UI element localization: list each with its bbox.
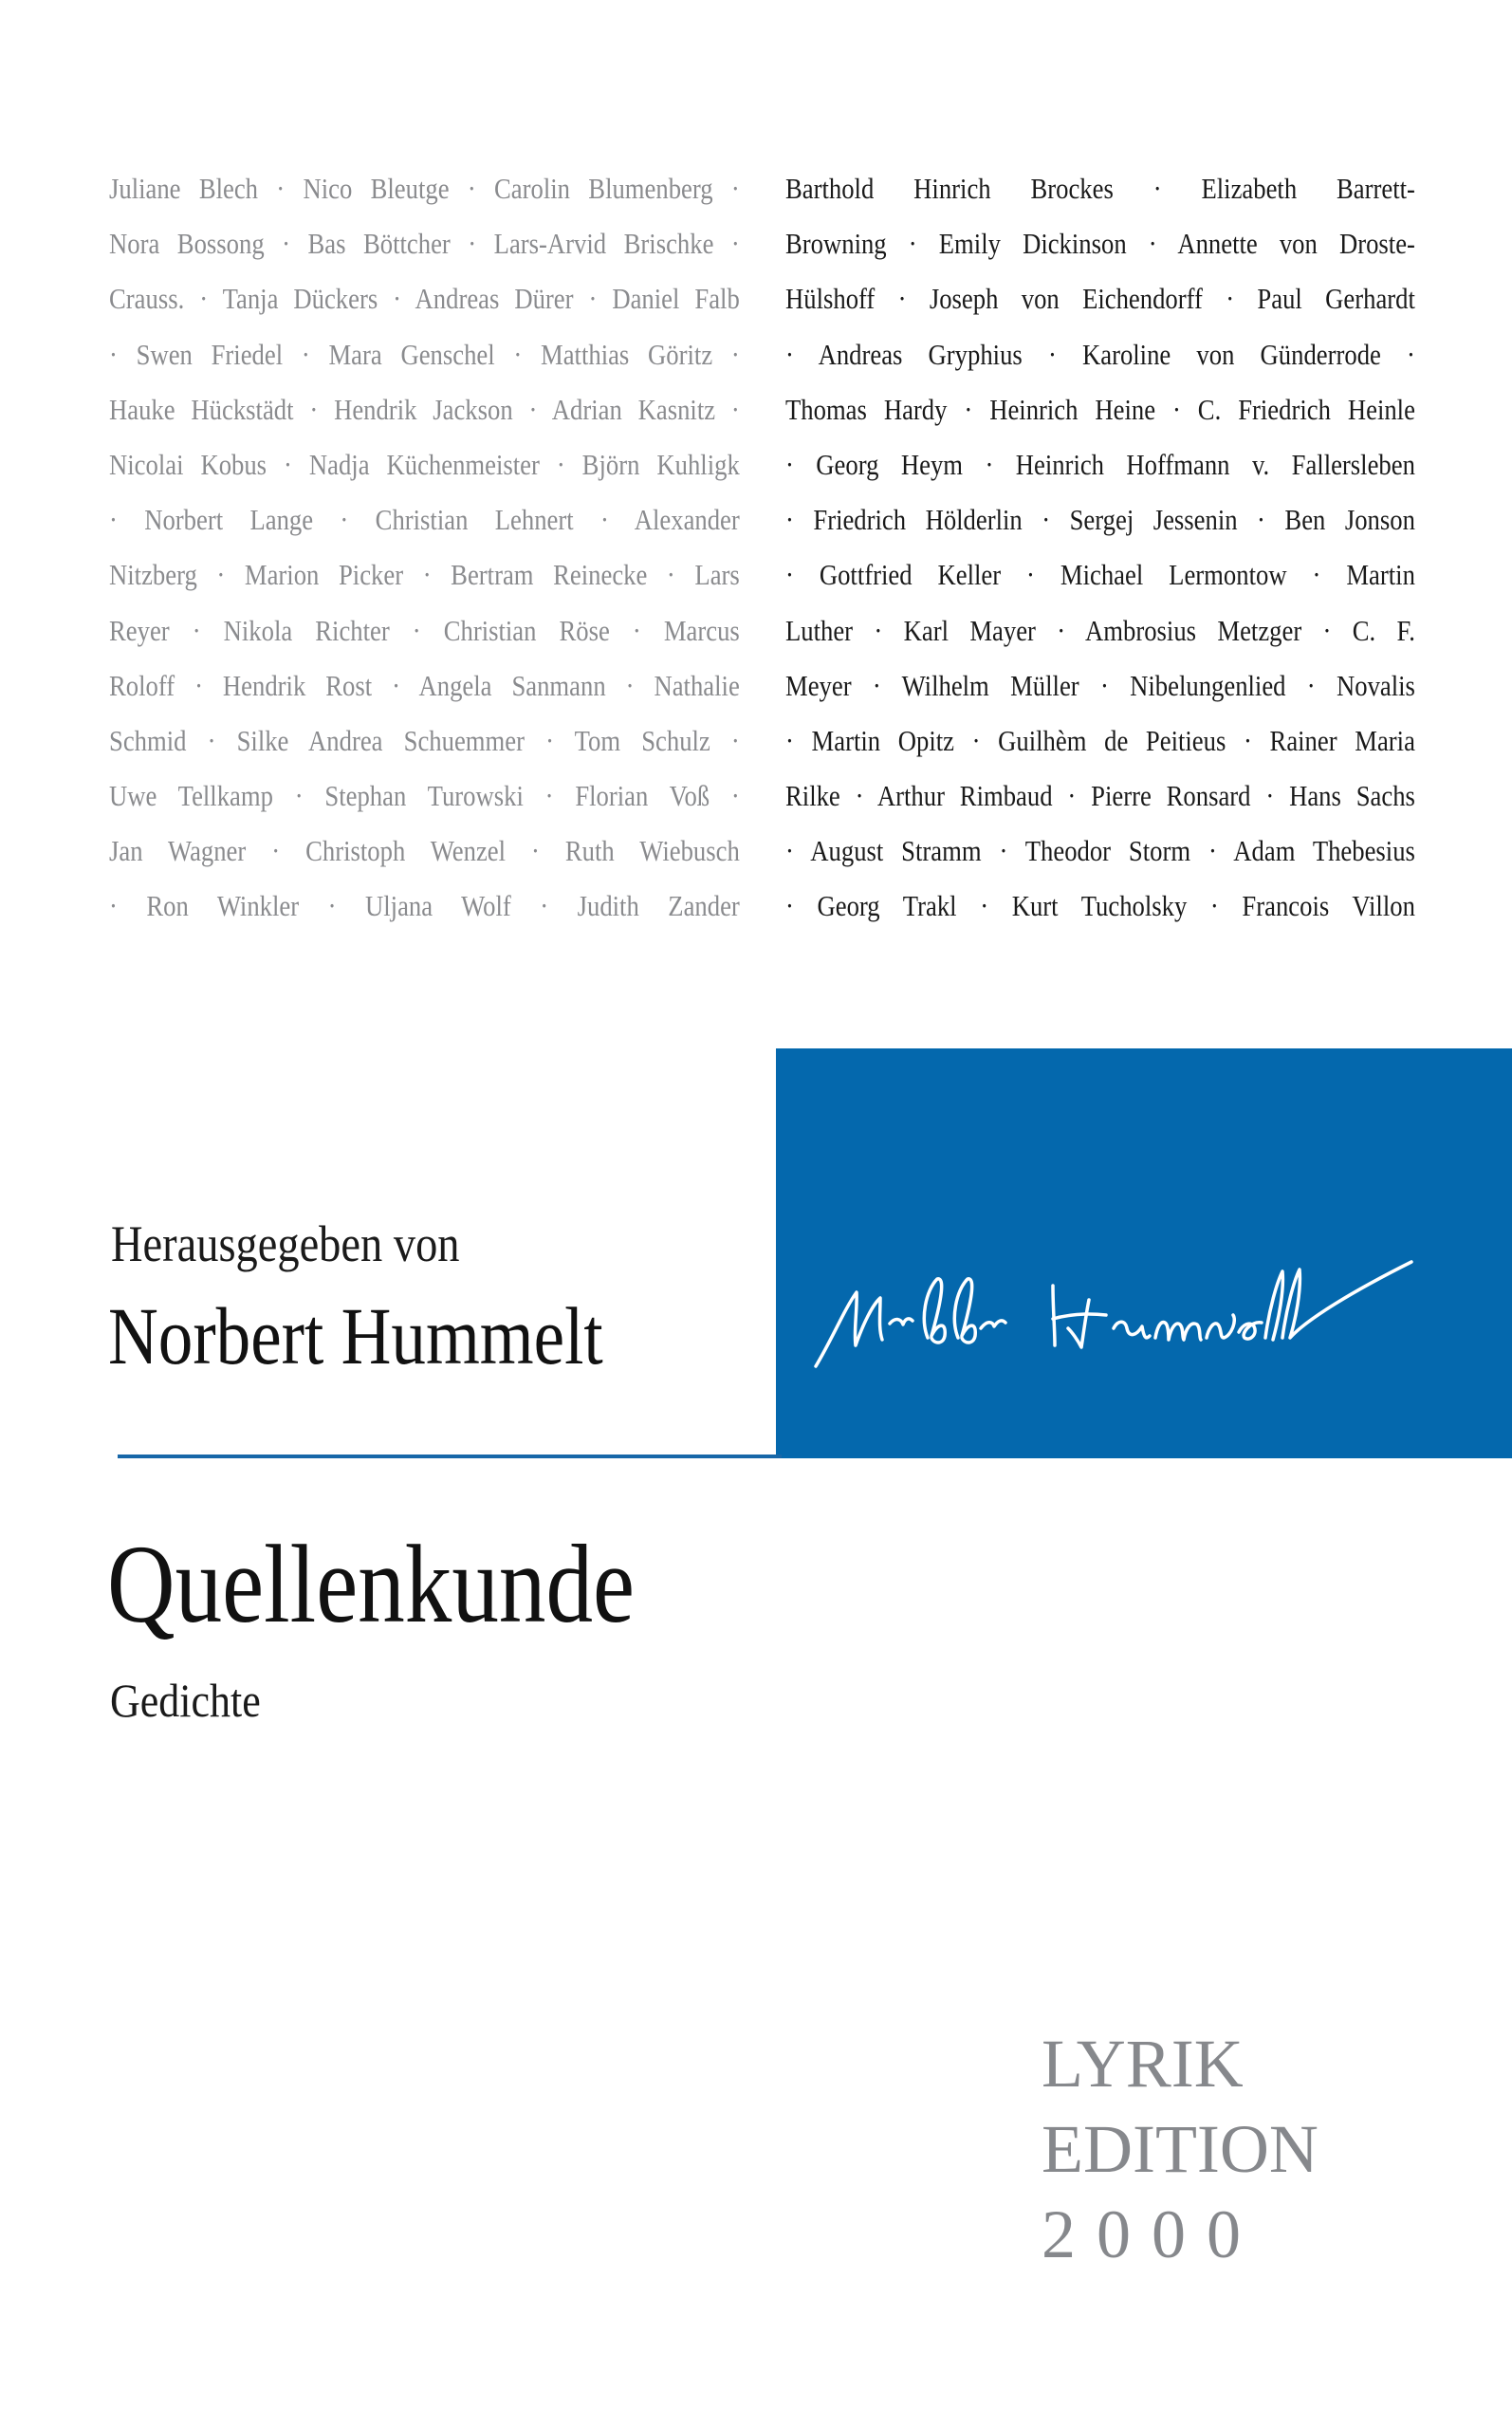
sources-line: Browning · Emily Dickinson · Annette von Droste- — [785, 227, 1415, 261]
series-line-1: LYRIK — [1042, 2026, 1244, 2102]
sources-line: Luther · Karl Mayer · Ambrosius Metzger · C. F. — [785, 613, 1415, 647]
editor-label: Herausgegeben von — [111, 1215, 460, 1272]
contributors-line: Uwe Tellkamp · Stephan Turowski · Florian Voß · — [109, 779, 740, 813]
series-line-2: EDITION — [1042, 2111, 1318, 2187]
sources-line: · Georg Trakl · Kurt Tucholsky · Francois Villon — [785, 889, 1415, 923]
sources-line: Rilke · Arthur Rimbaud · Pierre Ronsard · Hans Sachs — [785, 779, 1415, 813]
signature-panel — [776, 1048, 1512, 1458]
series-line-3: 2000 — [1042, 2196, 1262, 2272]
contributors-line: Roloff · Hendrik Rost · Angela Sanmann · Nathalie — [109, 668, 740, 702]
contributors-line: Crauss. · Tanja Dückers · Andreas Dürer · Daniel Falb — [109, 282, 740, 316]
contributors-line: Nicolai Kobus · Nadja Küchenmeister · Björn Kuhligk — [109, 447, 740, 481]
sources-line: Meyer · Wilhelm Müller · Nibelungenlied · Novalis — [785, 668, 1415, 702]
contributors-line: Nora Bossong · Bas Böttcher · Lars-Arvid Brischke · — [109, 227, 740, 261]
contributors-line: Reyer · Nikola Richter · Christian Röse · Marcus — [109, 613, 740, 647]
contributors-line: · Norbert Lange · Christian Lehnert · Alexander — [109, 503, 740, 537]
sources-line: Thomas Hardy · Heinrich Heine · C. Friedrich Heinle — [785, 392, 1415, 426]
sources-line: Barthold Hinrich Brockes · Elizabeth Barrett- — [785, 172, 1415, 205]
contributors-line: Hauke Hückstädt · Hendrik Jackson · Adrian Kasnitz · — [109, 392, 740, 426]
sources-line: · Georg Heym · Heinrich Hoffmann v. Fallersleben — [785, 447, 1415, 481]
sources-line: · Andreas Gryphius · Karoline von Günderrode · — [785, 337, 1415, 371]
signature-icon — [804, 1233, 1468, 1376]
contributors-line: Juliane Blech · Nico Bleutge · Carolin Blumenberg · — [109, 172, 740, 205]
sources-line: · Friedrich Hölderlin · Sergej Jessenin · Ben Jonson — [785, 503, 1415, 537]
book-title: Quellenkunde — [107, 1522, 636, 1646]
book-subtitle: Gedichte — [110, 1674, 261, 1727]
divider-rule — [118, 1455, 782, 1458]
sources-list — [785, 161, 1415, 935]
contributors-line: · Swen Friedel · Mara Genschel · Matthias Göritz · — [109, 337, 740, 371]
sources-line: · August Stramm · Theodor Storm · Adam Thebesius — [785, 834, 1415, 868]
contributors-line: Jan Wagner · Christoph Wenzel · Ruth Wiebusch — [109, 834, 740, 868]
editor-name: Norbert Hummelt — [108, 1290, 603, 1381]
contributors-list — [109, 161, 740, 935]
series-logo — [1042, 2021, 1318, 2277]
contributors-line: Nitzberg · Marion Picker · Bertram Reinecke · Lars — [109, 558, 740, 592]
sources-line: · Gottfried Keller · Michael Lermontow · Martin — [785, 558, 1415, 592]
contributors-line: · Ron Winkler · Uljana Wolf · Judith Zander — [109, 889, 740, 923]
sources-line: · Martin Opitz · Guilhèm de Peitieus · Rainer Maria — [785, 723, 1415, 757]
contributors-line: Schmid · Silke Andrea Schuemmer · Tom Schulz · — [109, 723, 740, 757]
sources-line: Hülshoff · Joseph von Eichendorff · Paul Gerhardt — [785, 282, 1415, 316]
